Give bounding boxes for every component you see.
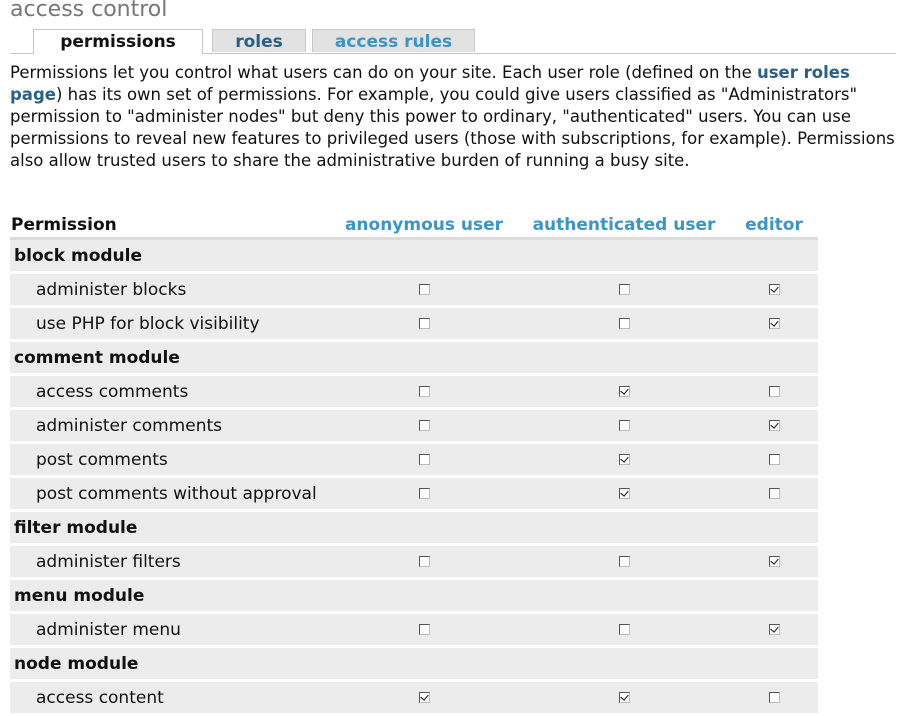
checkbox-editor[interactable]	[769, 284, 780, 295]
module-row	[10, 647, 818, 681]
permission-cell	[518, 409, 730, 443]
permission-name: post comments	[10, 443, 330, 477]
permission-cell	[730, 681, 818, 715]
checkbox-authenticated-user[interactable]	[619, 386, 630, 397]
permission-row	[10, 681, 818, 715]
checkbox-anonymous-user[interactable]	[419, 318, 430, 329]
permissions-table	[10, 211, 818, 716]
tab-roles[interactable]: roles	[212, 29, 306, 52]
permission-cell	[330, 375, 518, 409]
permission-name: access content	[10, 681, 330, 715]
permission-cell	[330, 613, 518, 647]
tab-permissions[interactable]: permissions	[33, 29, 203, 54]
role-header-editor: editor	[730, 211, 818, 239]
permission-row	[10, 545, 818, 579]
permission-name: use PHP for block visibility	[10, 307, 330, 341]
permission-cell	[330, 443, 518, 477]
permission-name: access comments	[10, 375, 330, 409]
checkbox-anonymous-user[interactable]	[419, 454, 430, 465]
checkbox-anonymous-user[interactable]	[419, 556, 430, 567]
module-name: node module	[10, 647, 818, 681]
intro-text-end: ) has its own set of permissions. For example, you could give users classified as "Administrators" permission to "administer nodes" but deny this power to ordinary, "authenticated" users. You can use permissions to reveal new features to privileged users (those with subscriptions, for example). Permissions also allow trusted users to share the administrative burden of running a busy site.	[10, 85, 895, 170]
role-header-anonymous-user: anonymous user	[330, 211, 518, 239]
permission-cell	[330, 545, 518, 579]
permission-cell	[730, 273, 818, 307]
permission-cell	[518, 613, 730, 647]
page-title: access control	[10, 0, 168, 22]
tab-bar	[10, 29, 896, 54]
permission-row	[10, 307, 818, 341]
permission-cell	[518, 307, 730, 341]
permission-cell	[730, 443, 818, 477]
checkbox-authenticated-user[interactable]	[619, 318, 630, 329]
permission-cell	[730, 375, 818, 409]
module-row	[10, 341, 818, 375]
checkbox-authenticated-user[interactable]	[619, 624, 630, 635]
checkbox-anonymous-user[interactable]	[419, 624, 430, 635]
permission-name: administer filters	[10, 545, 330, 579]
checkbox-authenticated-user[interactable]	[619, 556, 630, 567]
module-name: comment module	[10, 341, 818, 375]
checkbox-anonymous-user[interactable]	[419, 692, 430, 703]
checkbox-anonymous-user[interactable]	[419, 284, 430, 295]
module-name: filter module	[10, 511, 818, 545]
permission-cell	[518, 273, 730, 307]
permission-cell	[330, 681, 518, 715]
permissions-table-body	[10, 239, 818, 715]
checkbox-editor[interactable]	[769, 692, 780, 703]
permission-cell	[730, 545, 818, 579]
checkbox-editor[interactable]	[769, 386, 780, 397]
checkbox-authenticated-user[interactable]	[619, 284, 630, 295]
permission-cell	[730, 409, 818, 443]
permission-row	[10, 375, 818, 409]
permission-column-header: Permission	[10, 211, 330, 239]
module-name: block module	[10, 239, 818, 273]
checkbox-anonymous-user[interactable]	[419, 386, 430, 397]
permission-cell	[330, 307, 518, 341]
permission-cell	[330, 273, 518, 307]
tab-access-rules[interactable]: access rules	[312, 29, 475, 52]
checkbox-editor[interactable]	[769, 556, 780, 567]
checkbox-anonymous-user[interactable]	[419, 420, 430, 431]
checkbox-editor[interactable]	[769, 488, 780, 499]
permission-name: administer blocks	[10, 273, 330, 307]
permission-cell	[518, 443, 730, 477]
permission-cell	[730, 613, 818, 647]
checkbox-editor[interactable]	[769, 624, 780, 635]
permission-cell	[518, 545, 730, 579]
module-row	[10, 239, 818, 273]
permission-cell	[330, 409, 518, 443]
role-header-authenticated-user: authenticated user	[518, 211, 730, 239]
permission-cell	[730, 477, 818, 511]
user-roles-page-link[interactable]: user roles page	[10, 63, 850, 104]
permission-cell	[518, 477, 730, 511]
permission-row	[10, 613, 818, 647]
permission-cell	[518, 375, 730, 409]
checkbox-anonymous-user[interactable]	[419, 488, 430, 499]
intro-text-start: Permissions let you control what users can do on your site. Each user role (defined on the	[10, 63, 757, 82]
permission-row	[10, 443, 818, 477]
permission-cell	[730, 307, 818, 341]
permission-row	[10, 477, 818, 511]
module-row	[10, 511, 818, 545]
permission-cell	[330, 477, 518, 511]
module-name: menu module	[10, 579, 818, 613]
checkbox-editor[interactable]	[769, 318, 780, 329]
table-header-row	[10, 211, 818, 239]
intro-text	[10, 62, 898, 172]
permission-cell	[518, 681, 730, 715]
checkbox-authenticated-user[interactable]	[619, 692, 630, 703]
permission-name: administer comments	[10, 409, 330, 443]
permission-name: post comments without approval	[10, 477, 330, 511]
permission-row	[10, 273, 818, 307]
module-row	[10, 579, 818, 613]
permission-row	[10, 409, 818, 443]
checkbox-editor[interactable]	[769, 454, 780, 465]
checkbox-authenticated-user[interactable]	[619, 454, 630, 465]
checkbox-authenticated-user[interactable]	[619, 420, 630, 431]
checkbox-editor[interactable]	[769, 420, 780, 431]
checkbox-authenticated-user[interactable]	[619, 488, 630, 499]
permission-name: administer menu	[10, 613, 330, 647]
